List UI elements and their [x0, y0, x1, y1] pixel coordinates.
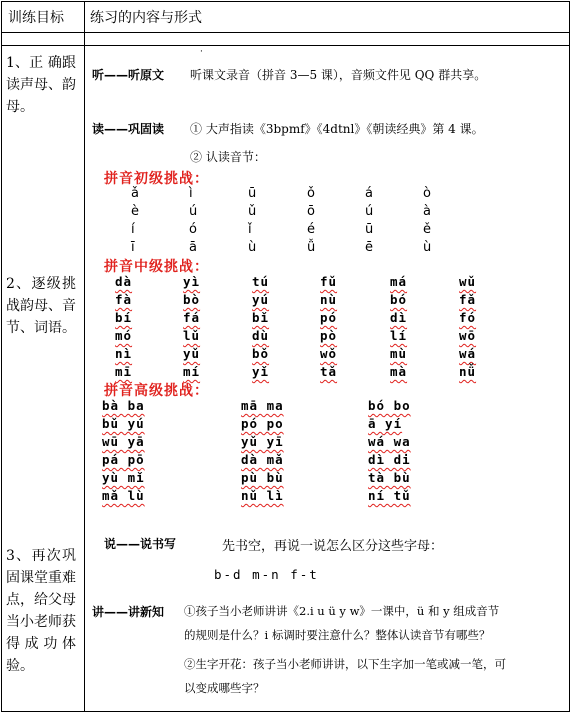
beginner-syllable: ò — [423, 186, 431, 201]
beginner-syllable: ǎ — [131, 186, 139, 201]
beginner-syllable: è — [131, 204, 139, 219]
teach-item-1a: ①孩子当小老师讲讲《2.i u ü y w》一课中，ü 和 y 组成音节 — [184, 604, 500, 618]
advanced-word: mǎ lù — [102, 488, 145, 503]
intermediate-syllable: nǚ — [459, 364, 477, 379]
column-divider — [84, 2, 85, 711]
intermediate-syllable: fǎ — [459, 292, 477, 307]
intermediate-syllable: lí — [390, 328, 408, 343]
intermediate-syllable: fá — [183, 310, 201, 325]
intermediate-syllable: lǔ — [183, 328, 201, 343]
beginner-syllable: à — [423, 204, 431, 219]
advanced-word: pó po — [241, 416, 284, 431]
advanced-word: yù mǐ — [102, 470, 145, 485]
intermediate-syllable: tǎ — [320, 364, 338, 379]
intermediate-syllable: wǔ — [459, 274, 477, 289]
intermediate-syllable: fó — [459, 310, 477, 325]
intermediate-syllable: má — [390, 274, 408, 289]
intermediate-syllable: yú — [252, 292, 270, 307]
intermediate-syllable: wō — [459, 328, 477, 343]
beginner-syllable: ǐ — [248, 222, 252, 237]
beginner-syllable: ǔ — [248, 204, 257, 219]
beginner-syllable: ǚ — [307, 240, 316, 255]
intermediate-syllable: yì — [183, 274, 201, 289]
listen-text: 听课文录音（拼音 3—5 课），音频文件见 QQ 群共享。 — [190, 68, 487, 82]
intermediate-syllable: mí — [183, 364, 201, 379]
advanced-word: pù bù — [241, 470, 284, 485]
intermediate-syllable: pò — [320, 328, 338, 343]
intermediate-syllable: bǐ — [252, 310, 270, 325]
advanced-word: bǔ yú — [102, 416, 145, 431]
beginner-syllable: ū — [365, 222, 374, 237]
intermediate-syllable: dì — [390, 310, 408, 325]
intermediate-syllable: bǒ — [252, 346, 270, 361]
intermediate-syllable: pó — [320, 310, 338, 325]
beginner-syllable: ù — [423, 240, 432, 255]
advanced-word: yǔ yī — [241, 434, 284, 449]
read-label: 读——巩固读 — [92, 122, 165, 136]
intermediate-syllable: mà — [390, 364, 408, 379]
beginner-syllable: ǒ — [307, 186, 315, 201]
intermediate-syllable: mù — [390, 346, 408, 361]
intermediate-title: 拼音中级挑战： — [104, 259, 209, 275]
intermediate-syllable: dà — [115, 274, 133, 289]
teach-item-2a: ②生字开花：孩子当小老师讲讲，以下生字加一笔或减一笔，可 — [184, 657, 506, 671]
intermediate-syllable: fà — [115, 292, 133, 307]
beginner-syllable: ā — [189, 240, 197, 255]
beginner-syllable: ù — [248, 240, 257, 255]
advanced-word: bó bo — [368, 398, 411, 413]
beginner-syllable: ó — [189, 222, 197, 237]
advanced-word: bà ba — [102, 398, 145, 413]
intermediate-syllable: fǔ — [320, 274, 338, 289]
beginner-title: 拼音初级挑战： — [104, 171, 209, 187]
teach-item-2b: 以变成哪些字？ — [184, 681, 265, 695]
intermediate-syllable: yǐ — [252, 364, 270, 379]
advanced-word: dà mǎ — [241, 452, 284, 467]
intermediate-syllable: tú — [252, 274, 270, 289]
advanced-word: wá wa — [368, 434, 411, 449]
beginner-syllable: ú — [189, 204, 198, 219]
speak-text: 先书空，再说一说怎么区分这些字母： — [222, 539, 444, 554]
header-divider-2 — [2, 45, 569, 46]
listen-label: 听——听原文 — [92, 68, 165, 82]
intermediate-syllable: mó — [115, 328, 133, 343]
intermediate-syllable: yǔ — [183, 346, 201, 361]
intermediate-syllable: bò — [183, 292, 201, 307]
header-divider — [2, 32, 569, 33]
teach-item-1b: 的规则是什么？i 标调时要注意什么？整体认读音节有哪些？ — [184, 628, 491, 642]
intermediate-syllable: nì — [115, 346, 133, 361]
beginner-syllable: ī — [131, 240, 135, 255]
advanced-word: mā ma — [241, 398, 284, 413]
intermediate-syllable: dù — [252, 328, 270, 343]
advanced-word: wū yā — [102, 434, 145, 449]
advanced-word: nǔ lì — [241, 488, 284, 503]
advanced-word: ā yí — [368, 416, 403, 431]
intermediate-syllable: wá — [459, 346, 477, 361]
advanced-word: pá pō — [102, 452, 145, 467]
goal-3: 3、再次巩固课堂重难点，给父母当小老师获得成功体验。 — [6, 548, 76, 674]
beginner-syllable: ě — [423, 222, 431, 237]
beginner-syllable: á — [365, 186, 373, 201]
header-goal: 训练目标 — [8, 10, 64, 26]
advanced-word: tà bù — [368, 470, 411, 485]
beginner-syllable: ú — [365, 204, 374, 219]
intermediate-syllable: wǒ — [320, 346, 338, 361]
intermediate-syllable: bó — [390, 292, 408, 307]
intermediate-syllable: bí — [115, 310, 133, 325]
beginner-syllable: ē — [365, 240, 373, 255]
letter-pairs: b-d m-n f-t — [214, 567, 319, 582]
speak-label: 说——说书写 — [104, 537, 177, 551]
goal-2: 2、逐级挑战韵母、音节、词语。 — [6, 276, 76, 336]
advanced-word: dì di — [368, 452, 411, 467]
read-item-2: ② 认读音节： — [190, 150, 266, 164]
beginner-syllable: í — [131, 222, 135, 237]
dot-mark: · — [200, 47, 203, 57]
beginner-syllable: ū — [248, 186, 257, 201]
header-content: 练习的内容与形式 — [90, 10, 202, 26]
advanced-title: 拼音高级挑战： — [104, 383, 209, 399]
beginner-syllable: ō — [307, 204, 315, 219]
intermediate-syllable: mī — [115, 364, 133, 379]
goal-1: 1、正 确跟读声母、韵母。 — [6, 55, 76, 115]
beginner-syllable: é — [307, 222, 315, 237]
read-item-1: ① 大声指读《3bpmf》《4dtnl》《朝读经典》第 4 课。 — [190, 122, 484, 136]
advanced-word: ní tǔ — [368, 488, 411, 503]
intermediate-syllable: nù — [320, 292, 338, 307]
beginner-syllable: ì — [189, 186, 193, 201]
teach-label: 讲——讲新知 — [92, 605, 165, 619]
